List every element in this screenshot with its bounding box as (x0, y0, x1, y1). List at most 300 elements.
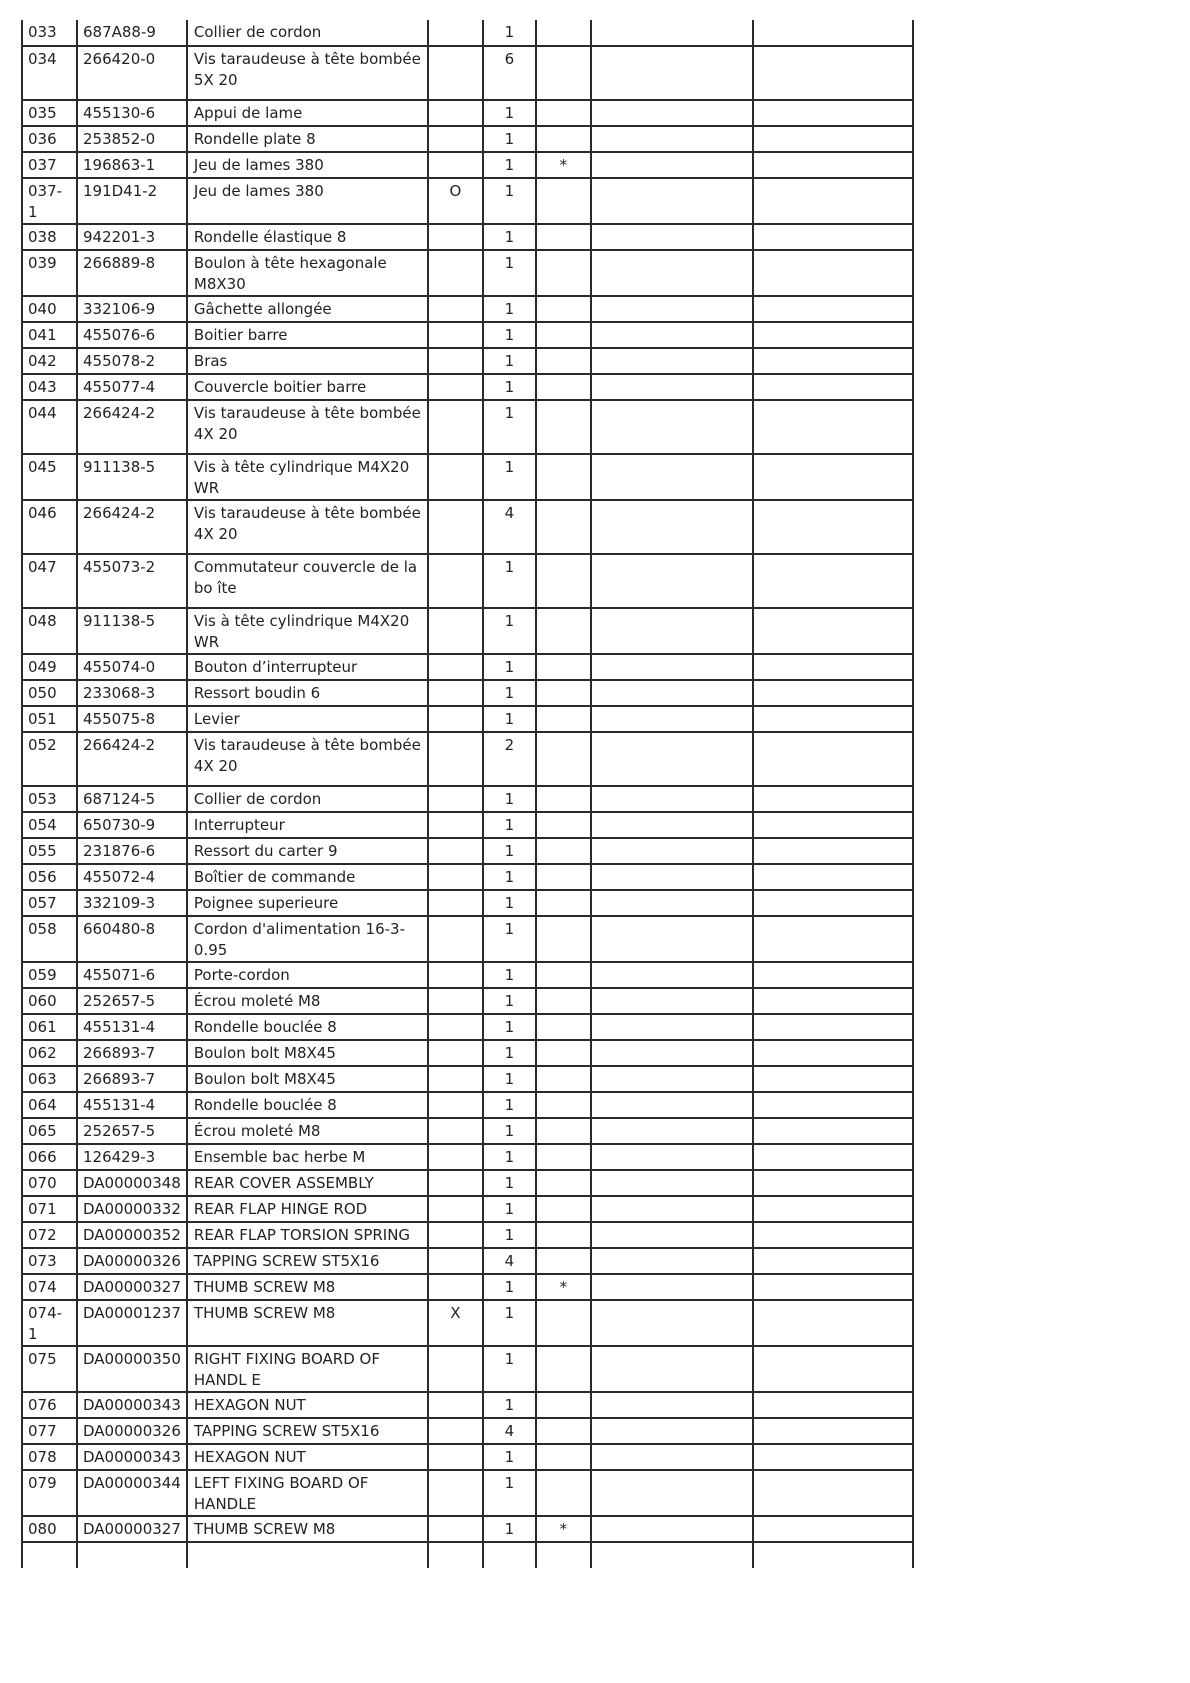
quantity-cell: 1 (483, 706, 536, 732)
item-number-cell: 049 (22, 654, 77, 680)
marker-cell (536, 864, 591, 890)
table-row (22, 1196, 913, 1222)
marker-cell (536, 1418, 591, 1444)
empty-cell (591, 890, 753, 916)
description-cell: THUMB SCREW M8 (187, 1274, 428, 1300)
item-number-cell: 033 (22, 20, 77, 46)
note-cell (428, 890, 483, 916)
item-number-cell: 080 (22, 1516, 77, 1542)
note-cell (428, 1118, 483, 1144)
empty-cell (753, 1066, 913, 1092)
quantity-cell: 1 (483, 1516, 536, 1542)
table-row (22, 152, 913, 178)
item-number-cell: 037-1 (22, 178, 77, 224)
empty-cell (753, 1170, 913, 1196)
note-cell (428, 1092, 483, 1118)
empty-cell (428, 1542, 483, 1568)
description-cell: Vis à tête cylindrique M4X20 WR (187, 608, 428, 654)
table-row (22, 988, 913, 1014)
marker-cell (536, 1248, 591, 1274)
table-row (22, 1118, 913, 1144)
item-number-cell: 064 (22, 1092, 77, 1118)
part-number-cell: DA00000326 (77, 1418, 187, 1444)
empty-cell (753, 178, 913, 224)
empty-cell (591, 608, 753, 654)
part-number-cell: 455071-6 (77, 962, 187, 988)
marker-cell (536, 322, 591, 348)
table-row (22, 400, 913, 454)
description-cell: Gâchette allongée (187, 296, 428, 322)
marker-cell (536, 1118, 591, 1144)
table-row (22, 608, 913, 654)
note-cell (428, 100, 483, 126)
empty-cell (591, 1274, 753, 1300)
part-number-cell: 252657-5 (77, 1118, 187, 1144)
marker-cell (536, 988, 591, 1014)
quantity-cell: 1 (483, 554, 536, 608)
table-row (22, 1470, 913, 1516)
marker-cell (536, 962, 591, 988)
quantity-cell: 1 (483, 1222, 536, 1248)
note-cell (428, 786, 483, 812)
item-number-cell: 047 (22, 554, 77, 608)
description-cell: Collier de cordon (187, 20, 428, 46)
empty-cell (753, 100, 913, 126)
description-cell: Rondelle bouclée 8 (187, 1092, 428, 1118)
description-cell: Commutateur couvercle de la bo îte (187, 554, 428, 608)
item-number-cell: 048 (22, 608, 77, 654)
note-cell (428, 46, 483, 100)
empty-cell (536, 1542, 591, 1568)
empty-cell (591, 500, 753, 554)
description-cell: REAR FLAP HINGE ROD (187, 1196, 428, 1222)
empty-cell (591, 706, 753, 732)
empty-cell (753, 654, 913, 680)
empty-cell (753, 1040, 913, 1066)
marker-cell (536, 500, 591, 554)
empty-cell (591, 988, 753, 1014)
part-number-cell: 455131-4 (77, 1092, 187, 1118)
description-cell: TAPPING SCREW ST5X16 (187, 1248, 428, 1274)
empty-cell (753, 500, 913, 554)
item-number-cell: 060 (22, 988, 77, 1014)
marker-cell (536, 890, 591, 916)
part-number-cell: 455077-4 (77, 374, 187, 400)
note-cell (428, 1014, 483, 1040)
empty-cell (753, 454, 913, 500)
description-cell: Poignee superieure (187, 890, 428, 916)
table-row (22, 680, 913, 706)
note-cell (428, 296, 483, 322)
empty-cell (591, 454, 753, 500)
empty-cell (591, 322, 753, 348)
empty-cell (591, 1300, 753, 1346)
empty-cell (591, 786, 753, 812)
empty-cell (591, 1542, 753, 1568)
part-number-cell: 126429-3 (77, 1144, 187, 1170)
part-number-cell: 266893-7 (77, 1040, 187, 1066)
description-cell: HEXAGON NUT (187, 1392, 428, 1418)
empty-cell (591, 554, 753, 608)
note-cell (428, 838, 483, 864)
empty-cell (591, 296, 753, 322)
item-number-cell: 062 (22, 1040, 77, 1066)
empty-cell (591, 1392, 753, 1418)
description-cell: THUMB SCREW M8 (187, 1300, 428, 1346)
note-cell (428, 348, 483, 374)
empty-cell (753, 1144, 913, 1170)
quantity-cell: 1 (483, 1444, 536, 1470)
marker-cell (536, 654, 591, 680)
part-number-cell: 332106-9 (77, 296, 187, 322)
description-cell: RIGHT FIXING BOARD OF HANDL E (187, 1346, 428, 1392)
part-number-cell: 650730-9 (77, 812, 187, 838)
part-number-cell: 455074-0 (77, 654, 187, 680)
empty-cell (591, 1418, 753, 1444)
empty-cell (753, 1470, 913, 1516)
empty-cell (591, 1346, 753, 1392)
quantity-cell: 1 (483, 20, 536, 46)
part-number-cell: 455075-8 (77, 706, 187, 732)
description-cell: Boitier barre (187, 322, 428, 348)
part-number-cell: 266893-7 (77, 1066, 187, 1092)
note-cell (428, 706, 483, 732)
item-number-cell: 072 (22, 1222, 77, 1248)
quantity-cell: 1 (483, 654, 536, 680)
quantity-cell: 1 (483, 1066, 536, 1092)
empty-cell (591, 732, 753, 786)
table-row (22, 1300, 913, 1346)
table-row (22, 1346, 913, 1392)
note-cell (428, 1222, 483, 1248)
quantity-cell: 1 (483, 126, 536, 152)
part-number-cell: 911138-5 (77, 608, 187, 654)
description-cell: Porte-cordon (187, 962, 428, 988)
description-cell: Ressort du carter 9 (187, 838, 428, 864)
marker-cell (536, 838, 591, 864)
note-cell (428, 126, 483, 152)
marker-cell (536, 296, 591, 322)
part-number-cell: 266424-2 (77, 500, 187, 554)
note-cell (428, 1248, 483, 1274)
item-number-cell: 058 (22, 916, 77, 962)
note-cell: O (428, 178, 483, 224)
empty-cell (753, 250, 913, 296)
description-cell: Rondelle élastique 8 (187, 224, 428, 250)
marker-cell: * (536, 1516, 591, 1542)
item-number-cell: 046 (22, 500, 77, 554)
empty-cell (591, 1470, 753, 1516)
item-number-cell: 079 (22, 1470, 77, 1516)
quantity-cell: 1 (483, 608, 536, 654)
part-number-cell: 455131-4 (77, 1014, 187, 1040)
table-row (22, 812, 913, 838)
empty-cell (591, 1092, 753, 1118)
marker-cell (536, 812, 591, 838)
description-cell: TAPPING SCREW ST5X16 (187, 1418, 428, 1444)
item-number-cell: 055 (22, 838, 77, 864)
quantity-cell: 1 (483, 1274, 536, 1300)
table-row (22, 100, 913, 126)
table-row (22, 126, 913, 152)
quantity-cell: 1 (483, 374, 536, 400)
item-number-cell: 075 (22, 1346, 77, 1392)
empty-cell (753, 1014, 913, 1040)
marker-cell (536, 126, 591, 152)
empty-cell (753, 608, 913, 654)
empty-cell (753, 1542, 913, 1568)
table-row (22, 916, 913, 962)
item-number-cell: 057 (22, 890, 77, 916)
description-cell: Ressort boudin 6 (187, 680, 428, 706)
item-number-cell: 039 (22, 250, 77, 296)
part-number-cell: 266420-0 (77, 46, 187, 100)
empty-cell (753, 1346, 913, 1392)
table-row (22, 20, 913, 46)
table-row (22, 1170, 913, 1196)
table-row (22, 1144, 913, 1170)
empty-cell (753, 1418, 913, 1444)
empty-cell (22, 1542, 77, 1568)
empty-cell (591, 962, 753, 988)
empty-cell (483, 1542, 536, 1568)
description-cell: Collier de cordon (187, 786, 428, 812)
description-cell: Jeu de lames 380 (187, 152, 428, 178)
table-row (22, 1444, 913, 1470)
note-cell (428, 152, 483, 178)
empty-cell (591, 1196, 753, 1222)
item-number-cell: 073 (22, 1248, 77, 1274)
quantity-cell: 1 (483, 348, 536, 374)
part-number-cell: 911138-5 (77, 454, 187, 500)
part-number-cell: 687A88-9 (77, 20, 187, 46)
quantity-cell: 1 (483, 152, 536, 178)
table-row (22, 1392, 913, 1418)
quantity-cell: 2 (483, 732, 536, 786)
empty-cell (591, 126, 753, 152)
item-number-cell: 065 (22, 1118, 77, 1144)
empty-cell (591, 178, 753, 224)
marker-cell (536, 1346, 591, 1392)
item-number-cell: 063 (22, 1066, 77, 1092)
quantity-cell: 1 (483, 988, 536, 1014)
table-row (22, 1418, 913, 1444)
note-cell (428, 1516, 483, 1542)
quantity-cell: 1 (483, 178, 536, 224)
description-cell: LEFT FIXING BOARD OF HANDLE (187, 1470, 428, 1516)
quantity-cell: 6 (483, 46, 536, 100)
marker-cell (536, 786, 591, 812)
note-cell (428, 1196, 483, 1222)
part-number-cell: 252657-5 (77, 988, 187, 1014)
note-cell (428, 812, 483, 838)
empty-cell (591, 654, 753, 680)
empty-cell (753, 1444, 913, 1470)
description-cell: Boulon bolt M8X45 (187, 1066, 428, 1092)
part-number-cell: DA00000343 (77, 1444, 187, 1470)
marker-cell (536, 680, 591, 706)
marker-cell (536, 1144, 591, 1170)
note-cell (428, 454, 483, 500)
item-number-cell: 078 (22, 1444, 77, 1470)
empty-cell (591, 1170, 753, 1196)
marker-cell (536, 400, 591, 454)
empty-cell (591, 916, 753, 962)
empty-cell (753, 348, 913, 374)
description-cell: Cordon d'alimentation 16-3-0.95 (187, 916, 428, 962)
empty-cell (753, 962, 913, 988)
marker-cell (536, 1196, 591, 1222)
empty-cell (753, 1274, 913, 1300)
empty-cell (591, 680, 753, 706)
item-number-cell: 071 (22, 1196, 77, 1222)
empty-cell (753, 126, 913, 152)
marker-cell (536, 706, 591, 732)
item-number-cell: 051 (22, 706, 77, 732)
description-cell: Boulon bolt M8X45 (187, 1040, 428, 1066)
marker-cell (536, 374, 591, 400)
empty-cell (753, 152, 913, 178)
empty-cell (591, 348, 753, 374)
part-number-cell: 942201-3 (77, 224, 187, 250)
quantity-cell: 1 (483, 1014, 536, 1040)
quantity-cell: 1 (483, 1118, 536, 1144)
table-row (22, 1040, 913, 1066)
parts-list-table (21, 20, 914, 1568)
empty-cell (753, 46, 913, 100)
empty-cell (591, 1144, 753, 1170)
marker-cell (536, 608, 591, 654)
table-row (22, 654, 913, 680)
part-number-cell: 660480-8 (77, 916, 187, 962)
table-row (22, 1248, 913, 1274)
description-cell: Vis taraudeuse à tête bombée 4X 20 (187, 500, 428, 554)
quantity-cell: 1 (483, 224, 536, 250)
marker-cell (536, 20, 591, 46)
part-number-cell: 196863-1 (77, 152, 187, 178)
quantity-cell: 1 (483, 838, 536, 864)
item-number-cell: 076 (22, 1392, 77, 1418)
marker-cell: * (536, 1274, 591, 1300)
table-row (22, 500, 913, 554)
marker-cell (536, 1300, 591, 1346)
marker-cell (536, 1066, 591, 1092)
quantity-cell: 1 (483, 1196, 536, 1222)
item-number-cell: 035 (22, 100, 77, 126)
note-cell (428, 1418, 483, 1444)
empty-cell (591, 250, 753, 296)
table-row (22, 1066, 913, 1092)
empty-cell (753, 296, 913, 322)
description-cell: Vis à tête cylindrique M4X20 WR (187, 454, 428, 500)
empty-cell (591, 152, 753, 178)
note-cell (428, 1040, 483, 1066)
quantity-cell: 4 (483, 1248, 536, 1274)
marker-cell (536, 178, 591, 224)
table-row (22, 178, 913, 224)
marker-cell (536, 1040, 591, 1066)
table-row (22, 838, 913, 864)
empty-cell (591, 1040, 753, 1066)
table-row (22, 1014, 913, 1040)
description-cell: Jeu de lames 380 (187, 178, 428, 224)
description-cell: Interrupteur (187, 812, 428, 838)
description-cell: Bouton d’interrupteur (187, 654, 428, 680)
note-cell (428, 1144, 483, 1170)
marker-cell (536, 732, 591, 786)
empty-cell (591, 400, 753, 454)
quantity-cell: 1 (483, 864, 536, 890)
marker-cell (536, 100, 591, 126)
empty-cell (753, 706, 913, 732)
description-cell: Levier (187, 706, 428, 732)
part-number-cell: DA00000352 (77, 1222, 187, 1248)
table-row (22, 732, 913, 786)
part-number-cell: 253852-0 (77, 126, 187, 152)
empty-cell (753, 322, 913, 348)
part-number-cell: 455072-4 (77, 864, 187, 890)
empty-cell (753, 812, 913, 838)
empty-cell (591, 1248, 753, 1274)
empty-cell (591, 1444, 753, 1470)
note-cell (428, 1066, 483, 1092)
part-number-cell: DA00000332 (77, 1196, 187, 1222)
empty-cell (753, 1392, 913, 1418)
table-row (22, 706, 913, 732)
empty-cell (591, 374, 753, 400)
empty-cell (753, 400, 913, 454)
empty-cell (753, 1092, 913, 1118)
part-number-cell: DA00001237 (77, 1300, 187, 1346)
marker-cell (536, 554, 591, 608)
item-number-cell: 043 (22, 374, 77, 400)
empty-cell (753, 732, 913, 786)
table-row (22, 1274, 913, 1300)
empty-cell (753, 224, 913, 250)
item-number-cell: 074 (22, 1274, 77, 1300)
table-row (22, 322, 913, 348)
quantity-cell: 1 (483, 1470, 536, 1516)
description-cell: Ensemble bac herbe M (187, 1144, 428, 1170)
marker-cell (536, 46, 591, 100)
part-number-cell: 455078-2 (77, 348, 187, 374)
empty-cell (591, 1222, 753, 1248)
table-row (22, 962, 913, 988)
empty-cell (753, 20, 913, 46)
description-cell: REAR FLAP TORSION SPRING (187, 1222, 428, 1248)
empty-cell (591, 1516, 753, 1542)
empty-cell (591, 100, 753, 126)
empty-cell (591, 838, 753, 864)
part-number-cell: DA00000326 (77, 1248, 187, 1274)
description-cell: Appui de lame (187, 100, 428, 126)
description-cell: Vis taraudeuse à tête bombée 5X 20 (187, 46, 428, 100)
marker-cell (536, 916, 591, 962)
note-cell (428, 1274, 483, 1300)
marker-cell (536, 1170, 591, 1196)
note-cell (428, 1346, 483, 1392)
note-cell (428, 322, 483, 348)
marker-cell (536, 1444, 591, 1470)
part-number-cell: DA00000327 (77, 1516, 187, 1542)
quantity-cell: 4 (483, 500, 536, 554)
part-number-cell: 266424-2 (77, 732, 187, 786)
empty-cell (591, 46, 753, 100)
note-cell (428, 732, 483, 786)
note-cell (428, 654, 483, 680)
empty-cell (187, 1542, 428, 1568)
quantity-cell: 1 (483, 322, 536, 348)
